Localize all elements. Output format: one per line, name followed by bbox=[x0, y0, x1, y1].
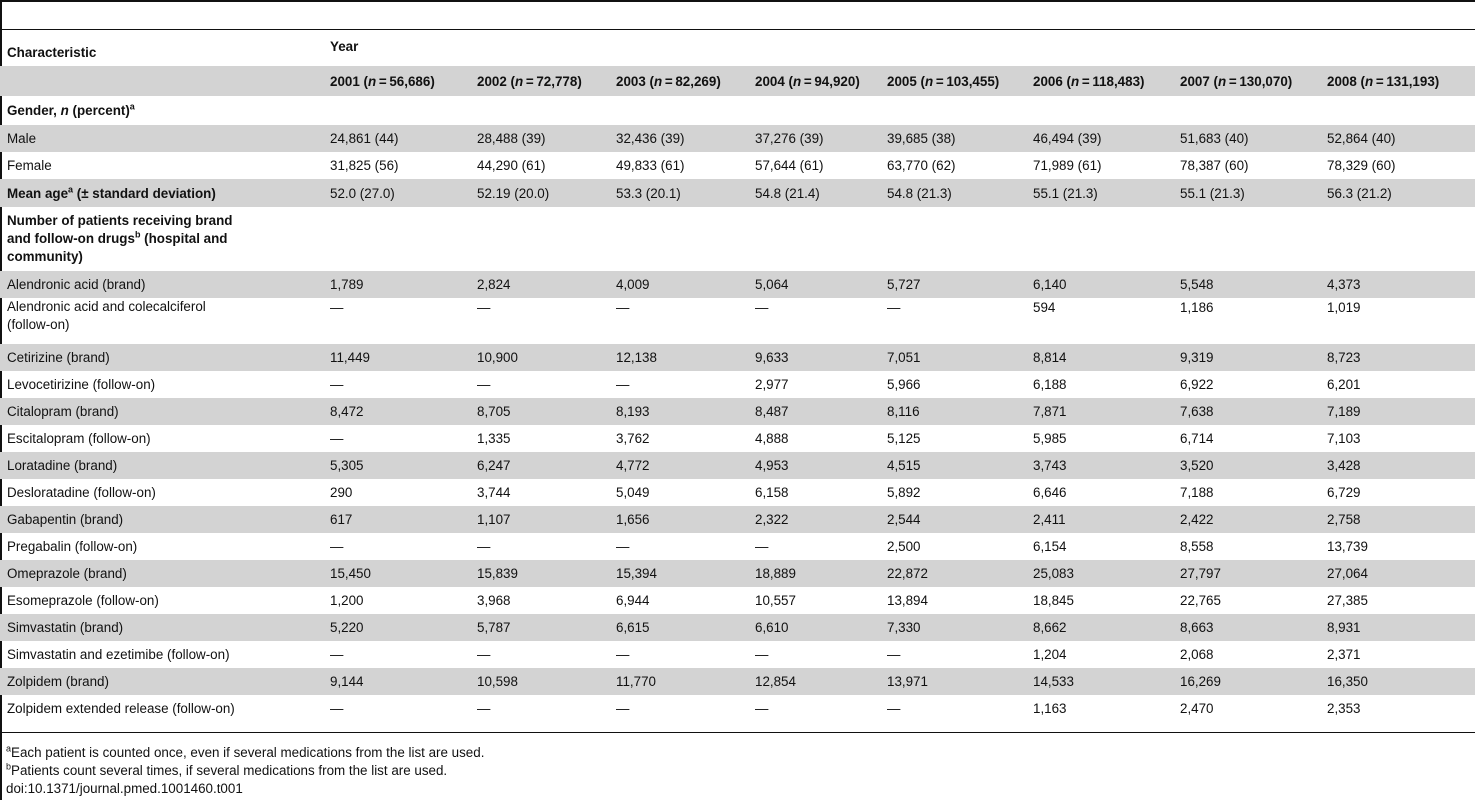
year-header: Year bbox=[330, 39, 359, 54]
table-cell-value: — bbox=[477, 539, 491, 554]
table-cell-value: — bbox=[330, 300, 344, 315]
table-cell-value: 24,861 (44) bbox=[323, 125, 470, 152]
table-cell-value: 49,833 (61) bbox=[616, 158, 685, 173]
table-cell-value: 1,204 bbox=[1033, 647, 1067, 662]
table-cell-value: 4,515 bbox=[880, 452, 1026, 479]
table-cell-value: 8,558 bbox=[1180, 539, 1214, 554]
table-cell-value: 5,548 bbox=[1173, 271, 1320, 298]
table-cell-value: 2,422 bbox=[1173, 506, 1320, 533]
table-cell-value: 52,864 (40) bbox=[1320, 125, 1475, 152]
table-cell-value: 22,765 bbox=[1180, 593, 1221, 608]
table-cell-value: — bbox=[616, 377, 630, 392]
table-cell-value: 8,723 bbox=[1320, 344, 1475, 371]
table-cell-value: 3,762 bbox=[616, 431, 650, 446]
table-cell-value: — bbox=[330, 701, 344, 716]
table-cell-value: — bbox=[755, 647, 769, 662]
table-cell-value: 10,900 bbox=[470, 344, 609, 371]
year-column-header: 2001 (n = 56,686) bbox=[323, 66, 470, 96]
table-cell-value: 3,428 bbox=[1320, 452, 1475, 479]
table-cell-value: — bbox=[755, 300, 769, 315]
table-cell-value: — bbox=[477, 377, 491, 392]
table-cell-value: 6,646 bbox=[1033, 485, 1067, 500]
table-cell-value: 3,968 bbox=[477, 593, 511, 608]
year-column-header: 2008 (n = 131,193) bbox=[1320, 66, 1475, 96]
drug-name: Alendronic acid and colecalciferol (follow-on) bbox=[7, 299, 206, 332]
table-cell-value: 13,971 bbox=[880, 668, 1026, 695]
table-cell-value: 27,797 bbox=[1173, 560, 1320, 587]
table-cell-value: 6,158 bbox=[755, 485, 789, 500]
table-cell-value: 44,290 (61) bbox=[477, 158, 546, 173]
table-cell-value: 53.3 (20.1) bbox=[609, 179, 748, 207]
table-cell-value: 290 bbox=[330, 485, 353, 500]
table-cell-value: 10,598 bbox=[470, 668, 609, 695]
table-cell-value: 63,770 (62) bbox=[887, 158, 956, 173]
table-cell-value: 32,436 (39) bbox=[609, 125, 748, 152]
header-row-years bbox=[0, 66, 1475, 96]
table-cell-value: 1,335 bbox=[477, 431, 511, 446]
table-cell-value: 594 bbox=[1033, 300, 1056, 315]
table-cell-value: 2,068 bbox=[1180, 647, 1214, 662]
table-cell-value: 5,966 bbox=[887, 377, 921, 392]
table-cell-value: — bbox=[330, 647, 344, 662]
table-cell-value: 78,329 (60) bbox=[1327, 158, 1396, 173]
table-cell-value: 10,557 bbox=[755, 593, 796, 608]
drug-name: Pregabalin (follow-on) bbox=[7, 538, 138, 554]
table-cell-value: 57,644 (61) bbox=[755, 158, 824, 173]
table-cell-value: 11,449 bbox=[323, 344, 470, 371]
table-cell-value: 39,685 (38) bbox=[880, 125, 1026, 152]
table-cell-value: 11,770 bbox=[609, 668, 748, 695]
gender-heading: Gender, n (percent)$^a$ bbox=[7, 101, 135, 118]
table-cell-value: 7,103 bbox=[1327, 431, 1361, 446]
table-cell-value: 6,140 bbox=[1026, 271, 1173, 298]
drug-name: Alendronic acid (brand) bbox=[0, 271, 323, 298]
table-footnotes bbox=[6, 744, 484, 798]
drug-row bbox=[0, 668, 1475, 695]
table-cell-value: 2,824 bbox=[470, 271, 609, 298]
footnote-a: $^a$Each patient is counted once, even if several medications from the list are used. bbox=[6, 743, 485, 760]
table-cell-value: 8,116 bbox=[880, 398, 1026, 425]
table-cell-value: 5,727 bbox=[880, 271, 1026, 298]
drug-name: Simvastatin (brand) bbox=[0, 614, 323, 641]
table-cell-value: 8,814 bbox=[1026, 344, 1173, 371]
table-cell-value: 54.8 (21.4) bbox=[748, 179, 880, 207]
drug-row bbox=[0, 533, 1475, 560]
table-cell-value: 7,330 bbox=[880, 614, 1026, 641]
table-cell-value: 1,019 bbox=[1327, 300, 1361, 315]
table-top-rule bbox=[0, 0, 1475, 2]
drug-row bbox=[0, 614, 1475, 641]
table-cell-value: 4,953 bbox=[748, 452, 880, 479]
table-cell-value: 8,663 bbox=[1173, 614, 1320, 641]
table-cell-value: 6,944 bbox=[616, 593, 650, 608]
table-cell-value: — bbox=[477, 300, 491, 315]
table-cell-value: — bbox=[616, 300, 630, 315]
female-row bbox=[0, 152, 1475, 179]
table-cell-value: 5,985 bbox=[1033, 431, 1067, 446]
gender-heading-row bbox=[0, 96, 1475, 125]
table-cell-value: 6,201 bbox=[1327, 377, 1361, 392]
table-cell-value: 6,188 bbox=[1033, 377, 1067, 392]
table-cell-value: 25,083 bbox=[1026, 560, 1173, 587]
table-cell-value: 5,064 bbox=[748, 271, 880, 298]
table-cell-value: 8,662 bbox=[1026, 614, 1173, 641]
table-cell-value: 2,353 bbox=[1327, 701, 1361, 716]
table-cell-value: 5,892 bbox=[887, 485, 921, 500]
table-cell-value: — bbox=[477, 701, 491, 716]
table-cell-value: 27,064 bbox=[1320, 560, 1475, 587]
table-cell-value: 4,009 bbox=[609, 271, 748, 298]
table-cell-value: 8,472 bbox=[323, 398, 470, 425]
table-cell-value: 6,610 bbox=[748, 614, 880, 641]
table-cell-value: 2,411 bbox=[1026, 506, 1173, 533]
table-cell-value: 31,825 (56) bbox=[330, 158, 399, 173]
table-cell-value: — bbox=[330, 377, 344, 392]
drug-row bbox=[0, 479, 1475, 506]
drug-name: Escitalopram (follow-on) bbox=[7, 430, 151, 446]
drug-name: Cetirizine (brand) bbox=[0, 344, 323, 371]
table-header-rule bbox=[0, 29, 1475, 30]
table-cell-value: 12,138 bbox=[609, 344, 748, 371]
table-cell-value: 37,276 (39) bbox=[748, 125, 880, 152]
table-cell-value: 7,871 bbox=[1026, 398, 1173, 425]
characteristic-header: Characteristic bbox=[7, 45, 97, 60]
table-cell-value: 3,520 bbox=[1173, 452, 1320, 479]
header-row-characteristic bbox=[0, 35, 1475, 66]
drug-name: Gabapentin (brand) bbox=[0, 506, 323, 533]
table-cell-value: 6,247 bbox=[470, 452, 609, 479]
table-cell-value: 2,544 bbox=[880, 506, 1026, 533]
table-cell-value: 1,789 bbox=[323, 271, 470, 298]
table-cell-value: 2,322 bbox=[748, 506, 880, 533]
drug-row bbox=[0, 641, 1475, 668]
table-cell-value: 15,450 bbox=[323, 560, 470, 587]
drug-row bbox=[0, 695, 1475, 722]
drug-name: Zolpidem extended release (follow-on) bbox=[7, 700, 235, 716]
table-cell-value: 22,872 bbox=[880, 560, 1026, 587]
mean-age-label: Mean age$^a$ (± standard deviation) bbox=[0, 179, 323, 207]
table-cell-value: 4,373 bbox=[1320, 271, 1475, 298]
table-cell-value: 1,107 bbox=[470, 506, 609, 533]
table-cell-value: 9,319 bbox=[1173, 344, 1320, 371]
table-cell-value: — bbox=[616, 647, 630, 662]
table-cell-value: 2,500 bbox=[887, 539, 921, 554]
table-cell-value: 5,220 bbox=[323, 614, 470, 641]
table-cell-value: 27,385 bbox=[1327, 593, 1368, 608]
drug-row bbox=[0, 271, 1475, 298]
year-column-header: 2006 (n = 118,483) bbox=[1026, 66, 1173, 96]
table-bottom-rule bbox=[0, 732, 1475, 733]
table-cell-value: 56.3 (21.2) bbox=[1320, 179, 1475, 207]
drug-name: Esomeprazole (follow-on) bbox=[7, 592, 159, 608]
table-cell-value: 9,633 bbox=[748, 344, 880, 371]
drug-name: Omeprazole (brand) bbox=[0, 560, 323, 587]
table-cell-value: 2,470 bbox=[1180, 701, 1214, 716]
table-cell-value: — bbox=[755, 701, 769, 716]
table-cell-value: 5,125 bbox=[887, 431, 921, 446]
table-cell-value: 52.19 (20.0) bbox=[470, 179, 609, 207]
drug-row bbox=[0, 560, 1475, 587]
table-cell-value: 8,487 bbox=[748, 398, 880, 425]
table-cell-value: 6,154 bbox=[1033, 539, 1067, 554]
drug-row bbox=[0, 452, 1475, 479]
table-cell-value: 3,743 bbox=[1026, 452, 1173, 479]
drug-name: Citalopram (brand) bbox=[0, 398, 323, 425]
year-column-header: 2005 (n = 103,455) bbox=[880, 66, 1026, 96]
row-label: Male bbox=[0, 125, 323, 152]
row-label: Female bbox=[7, 158, 52, 173]
male-row bbox=[0, 125, 1475, 152]
table-cell-value: 52.0 (27.0) bbox=[323, 179, 470, 207]
table-cell-value: 2,977 bbox=[755, 377, 789, 392]
drug-row bbox=[0, 298, 1475, 344]
drug-name: Desloratadine (follow-on) bbox=[7, 484, 156, 500]
footnote-b: $^b$Patients count several times, if several medications from the list are used. bbox=[6, 761, 448, 778]
table-cell-value: 13,894 bbox=[887, 593, 928, 608]
table-cell-value: 13,739 bbox=[1327, 539, 1368, 554]
mean-age-row bbox=[0, 179, 1475, 207]
drug-row bbox=[0, 398, 1475, 425]
data-table bbox=[0, 35, 1475, 722]
table-cell-value: 8,705 bbox=[470, 398, 609, 425]
drug-row bbox=[0, 371, 1475, 398]
table-cell-value: 54.8 (21.3) bbox=[880, 179, 1026, 207]
table-cell-value: 14,533 bbox=[1026, 668, 1173, 695]
drug-row bbox=[0, 344, 1475, 371]
table-cell-value: 16,350 bbox=[1320, 668, 1475, 695]
table-cell-value: 2,371 bbox=[1327, 647, 1361, 662]
table-cell-value: 15,839 bbox=[470, 560, 609, 587]
table-cell-value: 12,854 bbox=[748, 668, 880, 695]
table-cell-value: 4,888 bbox=[755, 431, 789, 446]
table-cell-value: 71,989 (61) bbox=[1033, 158, 1102, 173]
table-cell-value: 16,269 bbox=[1173, 668, 1320, 695]
year-column-header: 2007 (n = 130,070) bbox=[1173, 66, 1320, 96]
doi-text: doi:10.1371/journal.pmed.1001460.t001 bbox=[6, 781, 243, 796]
table-cell-value: 55.1 (21.3) bbox=[1026, 179, 1173, 207]
table-cell-value: 4,772 bbox=[609, 452, 748, 479]
patients-heading-row bbox=[0, 207, 1475, 271]
table-cell-value: 1,186 bbox=[1180, 300, 1214, 315]
table-cell-value: 5,787 bbox=[470, 614, 609, 641]
table-cell-value: 6,922 bbox=[1180, 377, 1214, 392]
table-cell-value: 7,051 bbox=[880, 344, 1026, 371]
table-cell-value: — bbox=[616, 701, 630, 716]
table-cell-value: 9,144 bbox=[323, 668, 470, 695]
table-cell-value: 1,200 bbox=[330, 593, 364, 608]
table-cell-value: 5,305 bbox=[323, 452, 470, 479]
table-cell-value: 7,189 bbox=[1320, 398, 1475, 425]
table-cell-value: 617 bbox=[323, 506, 470, 533]
table-cell-value: — bbox=[755, 539, 769, 554]
table-cell-value: 8,931 bbox=[1320, 614, 1475, 641]
table-cell-value: 1,656 bbox=[609, 506, 748, 533]
year-column-header: 2004 (n = 94,920) bbox=[748, 66, 880, 96]
table-cell-value: 3,744 bbox=[477, 485, 511, 500]
drug-name: Levocetirizine (follow-on) bbox=[7, 376, 156, 392]
table-cell-value: 15,394 bbox=[609, 560, 748, 587]
table-cell-value: — bbox=[616, 539, 630, 554]
table-cell-value: 7,638 bbox=[1173, 398, 1320, 425]
table-cell-value: 78,387 (60) bbox=[1180, 158, 1249, 173]
table-cell-value: 18,889 bbox=[748, 560, 880, 587]
table-cell-value: 6,729 bbox=[1327, 485, 1361, 500]
table-cell-value: — bbox=[477, 647, 491, 662]
table-cell-value: — bbox=[887, 300, 901, 315]
table-cell-value: 8,193 bbox=[609, 398, 748, 425]
table-cell-value: — bbox=[330, 539, 344, 554]
table-cell-value: 46,494 (39) bbox=[1026, 125, 1173, 152]
drug-row bbox=[0, 425, 1475, 452]
drug-name: Zolpidem (brand) bbox=[0, 668, 323, 695]
drug-name: Loratadine (brand) bbox=[0, 452, 323, 479]
table-cell-value: 51,683 (40) bbox=[1173, 125, 1320, 152]
drug-row bbox=[0, 587, 1475, 614]
table-cell-value: — bbox=[887, 647, 901, 662]
year-column-header: 2002 (n = 72,778) bbox=[470, 66, 609, 96]
table-cell-value: 2,758 bbox=[1320, 506, 1475, 533]
table-cell bbox=[0, 66, 323, 96]
table-cell-value: 55.1 (21.3) bbox=[1173, 179, 1320, 207]
drug-name: Simvastatin and ezetimibe (follow-on) bbox=[7, 646, 230, 662]
table-cell-value: 7,188 bbox=[1180, 485, 1214, 500]
patients-heading: Number of patients receiving brand and follow-on drugs$^b$ (hospital and community) bbox=[7, 213, 233, 264]
table-cell-value: 6,615 bbox=[609, 614, 748, 641]
table-cell-value: 28,488 (39) bbox=[470, 125, 609, 152]
table-cell-value: 1,163 bbox=[1033, 701, 1067, 716]
table-cell-value: — bbox=[330, 431, 344, 446]
table-cell-value: 6,714 bbox=[1180, 431, 1214, 446]
drug-row bbox=[0, 506, 1475, 533]
table-cell-value: 5,049 bbox=[616, 485, 650, 500]
table-cell-value: — bbox=[887, 701, 901, 716]
year-column-header: 2003 (n = 82,269) bbox=[609, 66, 748, 96]
table-cell-value: 18,845 bbox=[1033, 593, 1074, 608]
